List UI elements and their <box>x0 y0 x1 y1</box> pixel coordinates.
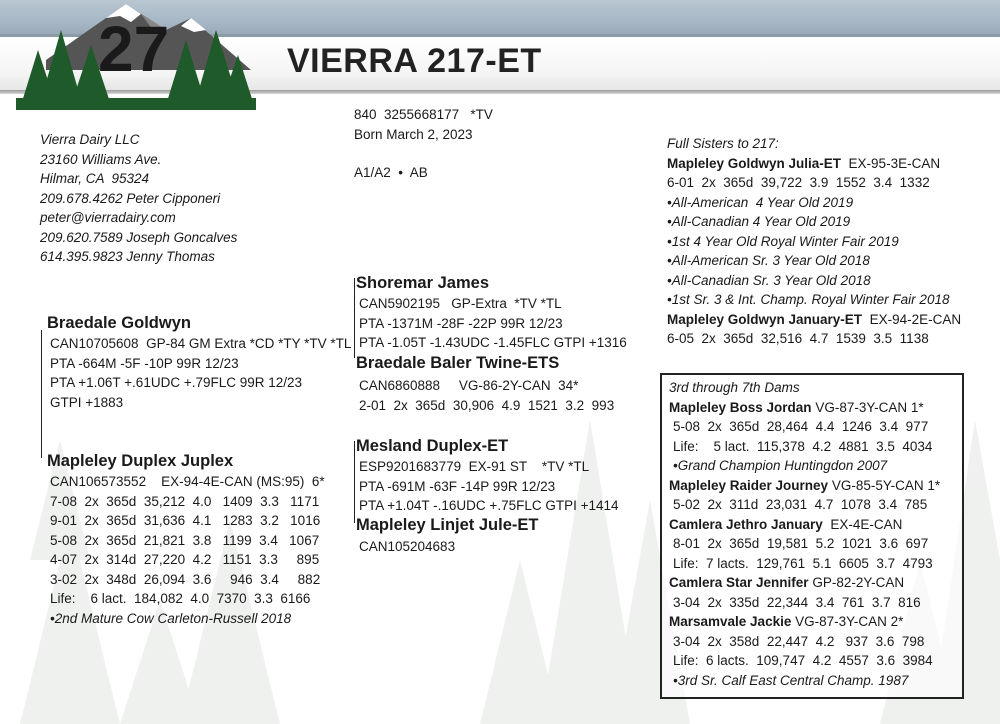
dam-entry-note: •3rd Sr. Calf East Central Champ. 1987 <box>673 672 909 688</box>
sire-name: Braedale Goldwyn <box>47 314 191 332</box>
full-sisters-heading: Full Sisters to 217: <box>667 136 779 151</box>
dam-sire-line: PTA -691M -63F -14P 99R 12/23 <box>359 478 556 494</box>
dam-entry-class: VG-87-3Y-CAN 1* <box>811 399 924 415</box>
sire-sire-name: Shoremar James <box>356 274 489 292</box>
animal-genetics: A1/A2 • AB <box>354 165 428 180</box>
sire-line: CAN10705608 GP-84 GM Extra *CD *TY *TV *TL <box>50 336 352 351</box>
sire-details <box>50 334 351 412</box>
dam-entry-line: Life: 5 lact. 115,378 4.2 4881 3.5 4034 <box>673 438 933 454</box>
dam-line: 7-08 2x 365d 35,212 4.0 1409 3.3 1171 <box>50 493 320 509</box>
sister-honor: •All-American Sr. 3 Year Old 2018 <box>667 253 870 268</box>
consignor-line: 23160 Williams Ave. <box>40 151 162 167</box>
dam-entry-name: Marsamvale Jackie <box>669 614 792 629</box>
sire-sire-line: PTA -1.05T -1.43UDC -1.45FLC GTPI +1316 <box>359 335 627 350</box>
dam-entry-name: Camlera Star Jennifer <box>669 575 809 590</box>
sire-dam-details <box>359 376 614 415</box>
consignor-line: 209.620.7589 Joseph Goncalves <box>40 229 238 245</box>
consignor-line: Vierra Dairy LLC <box>40 132 140 147</box>
dam-entry-name: Mapleley Boss Jordan <box>669 399 812 415</box>
sister-record: 6-05 2x 365d 32,516 4.7 1539 3.5 1138 <box>667 331 929 346</box>
consignor-line: 209.678.4262 Peter Cipponeri <box>40 190 221 206</box>
sire-sire-line: PTA -1371M -28F -22P 99R 12/23 <box>359 315 563 331</box>
dam-entry-name: Camlera Jethro January <box>669 516 823 532</box>
sister-name: Mapleley Goldwyn Julia-ET <box>667 155 842 171</box>
dam-entry-class: EX-4E-CAN <box>822 516 903 532</box>
sister-honor: •1st Sr. 3 & Int. Champ. Royal Winter Fair 2018 <box>667 292 950 307</box>
dam-sire-name: Mesland Duplex-ET <box>356 437 509 455</box>
sire-line: GTPI +1883 <box>50 394 124 410</box>
dam-dam-name: Mapleley Linjet Jule-ET <box>356 516 539 534</box>
sire-dam-line: 2-01 2x 365d 30,906 4.9 1521 3.2 993 <box>359 397 615 413</box>
dam-line: Life: 6 lact. 184,082 4.0 7370 3.3 6166 <box>50 591 311 606</box>
dam-entry-line: 5-02 2x 311d 23,031 4.7 1078 3.4 785 <box>673 497 928 512</box>
pedigree-bracket <box>41 330 42 458</box>
dams-box-content <box>669 378 940 690</box>
sister-name: Mapleley Goldwyn January-ET <box>667 311 863 327</box>
pedigree-bracket <box>354 441 355 523</box>
dam-entry-class: VG-85-5Y-CAN 1* <box>828 477 941 493</box>
dam-dam-details <box>359 537 455 557</box>
dam-line: CAN106573552 EX-94-4E-CAN (MS:95) 6* <box>50 474 325 489</box>
dam-sire-line: ESP9201683779 EX-91 ST *TV *TL <box>359 459 590 474</box>
pedigree-bracket <box>354 278 355 358</box>
consignor-block <box>40 130 237 267</box>
dam-line: 5-08 2x 365d 21,821 3.8 1199 3.4 1067 <box>50 532 320 548</box>
full-sisters <box>667 134 961 349</box>
sire-line: PTA +1.06T +.61UDC +.79FLC 99R 12/23 <box>50 375 303 390</box>
dam-line: 9-01 2x 365d 31,636 4.1 1283 3.2 1016 <box>50 513 321 528</box>
sister-honor: •All-Canadian 4 Year Old 2019 <box>667 214 851 229</box>
animal-id: 840 3255668177 *TV <box>354 107 493 122</box>
sire-line: PTA -664M -5F -10P 99R 12/23 <box>50 355 239 371</box>
consignor-line: 614.395.9823 Jenny Thomas <box>40 249 215 264</box>
dam-sire-details <box>359 457 619 516</box>
sister-honor: •All-American 4 Year Old 2019 <box>667 194 854 210</box>
dam-entry-note: •Grand Champion Huntingdon 2007 <box>673 458 888 473</box>
sister-class: EX-94-2E-CAN <box>862 311 962 327</box>
sire-dam-name: Braedale Baler Twine-ETS <box>356 354 560 372</box>
dam-entry-line: Life: 6 lacts. 109,747 4.2 4557 3.6 3984 <box>673 653 933 668</box>
animal-info <box>354 105 493 183</box>
dam-entry-line: 5-08 2x 365d 28,464 4.4 1246 3.4 977 <box>673 419 929 434</box>
sire-sire-line: CAN5902195 GP-Extra *TV *TL <box>359 296 562 311</box>
sire-sire-details <box>359 294 627 353</box>
sister-class: EX-95-3E-CAN <box>841 155 941 171</box>
sire-dam-line: CAN6860888 VG-86-2Y-CAN 34* <box>359 378 579 393</box>
dam-details <box>50 472 325 628</box>
dam-sire-line: PTA +1.04T -.16UDC +.75FLC GTPI +1414 <box>359 498 619 513</box>
dam-entry-class: VG-87-3Y-CAN 2* <box>791 614 904 629</box>
page-title: VIERRA 217-ET <box>287 42 542 80</box>
sister-honor: •1st 4 Year Old Royal Winter Fair 2019 <box>667 233 899 249</box>
dam-entry-class: GP-82-2Y-CAN <box>808 575 905 590</box>
dam-note: •2nd Mature Cow Carleton-Russell 2018 <box>50 610 292 626</box>
consignor-line: Hilmar, CA 95324 <box>40 171 150 186</box>
consignor-line: peter@vierradairy.com <box>40 210 176 225</box>
dam-entry-name: Mapleley Raider Journey <box>669 477 829 493</box>
dam-entry-line: Life: 7 lacts. 129,761 5.1 6605 3.7 4793 <box>673 555 933 571</box>
dam-entry-line: 8-01 2x 365d 19,581 5.2 1021 3.6 697 <box>673 536 929 551</box>
sister-record: 6-01 2x 365d 39,722 3.9 1552 3.4 1332 <box>667 175 930 190</box>
dam-dam-line: CAN105204683 <box>359 539 456 554</box>
lot-number: 27 <box>98 13 170 85</box>
dam-entry-line: 3-04 2x 335d 22,344 3.4 761 3.7 816 <box>673 594 921 610</box>
dam-line: 3-02 2x 348d 26,094 3.6 946 3.4 882 <box>50 571 321 587</box>
sister-honor: •All-Canadian Sr. 3 Year Old 2018 <box>667 272 871 288</box>
dam-entry-line: 3-04 2x 358d 22,447 4.2 937 3.6 798 <box>673 633 925 649</box>
animal-born: Born March 2, 2023 <box>354 126 473 142</box>
dams-box-heading: 3rd through 7th Dams <box>669 380 800 395</box>
dam-line: 4-07 2x 314d 27,220 4.2 1151 3.3 895 <box>50 552 320 567</box>
dam-name: Mapleley Duplex Juplex <box>47 452 234 470</box>
